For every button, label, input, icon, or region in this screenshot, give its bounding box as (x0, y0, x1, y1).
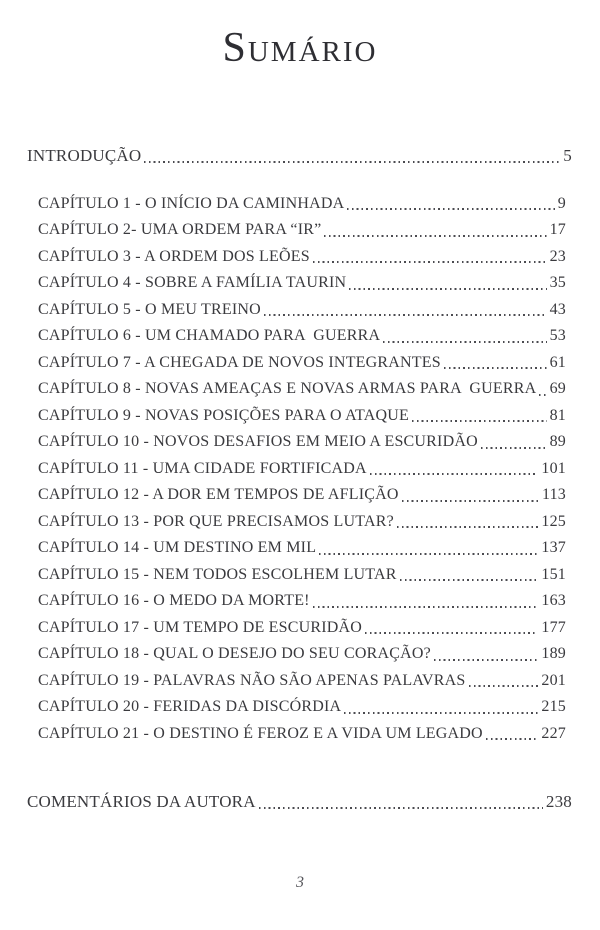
toc-entry-chapter-6 (38, 323, 566, 350)
dot-leader (324, 235, 546, 237)
toc-entry-chapter-13 (38, 509, 566, 536)
toc-entry-label: CAPÍTULO 14 - UM DESTINO EM MIL (38, 539, 317, 556)
toc-entry-page-number: 53 (549, 327, 566, 344)
toc-entry-chapter-1 (38, 191, 566, 218)
toc-entry-chapter-17 (38, 615, 566, 642)
toc-entry-page-number: 215 (541, 698, 566, 715)
toc-entry-page-number: 17 (549, 221, 566, 238)
toc-entry-comentarios-da-autora (27, 789, 572, 816)
toc-entry-chapter-21 (38, 721, 566, 748)
toc-entry-page-number: 23 (549, 247, 566, 265)
toc-entry-label: CAPÍTULO 2- UMA ORDEM PARA “IR” (38, 221, 322, 238)
dot-leader (349, 288, 546, 290)
toc-entry-page-number: 163 (541, 592, 566, 609)
toc-entry-label: CAPÍTULO 5 - O MEU TREINO (38, 300, 261, 318)
toc-entry-label: CAPÍTULO 17 - UM TEMPO DE ESCURIDÃO (38, 618, 363, 636)
toc-entry-label: CAPÍTULO 4 - SOBRE A FAMÍLIA TAURIN (38, 274, 347, 291)
toc-entry-label: CAPÍTULO 9 - NOVAS POSIÇÕES PARA O ATAQUE (38, 406, 409, 424)
toc-entry-page-number: 61 (549, 353, 566, 371)
dot-leader (259, 807, 543, 809)
dot-leader (486, 738, 539, 740)
toc-entry-page-number: 227 (541, 724, 566, 742)
toc-entry-label: CAPÍTULO 8 - NOVAS AMEAÇAS E NOVAS ARMAS PARA GUERRA (38, 380, 537, 397)
toc-entry-chapter-18 (38, 641, 566, 668)
toc-entry-label: CAPÍTULO 6 - UM CHAMADO PARA GUERRA (38, 327, 381, 344)
dot-leader (434, 659, 539, 661)
toc-entry-label: CAPÍTULO 18 - QUAL O DESEJO DO SEU CORAÇÃO? (38, 645, 431, 662)
folio-page-number: 3 (296, 874, 304, 891)
dot-leader (444, 367, 547, 369)
toc-entry-label: CAPÍTULO 7 - A CHEGADA DE NOVOS INTEGRANTES (38, 353, 441, 371)
toc-entry-label: CAPÍTULO 10 - NOVOS DESAFIOS EM MEIO A ESCURIDÃO (38, 433, 478, 450)
toc-entry-chapter-20 (38, 694, 566, 721)
dot-leader (412, 420, 547, 422)
toc-entry-page-number: 113 (541, 486, 566, 503)
toc-entry-page-number: 5 (563, 146, 572, 165)
toc-entry-label: CAPÍTULO 13 - POR QUE PRECISAMOS LUTAR? (38, 512, 394, 530)
toc-entry-label: CAPÍTULO 12 - A DOR EM TEMPOS DE AFLIÇÃO (38, 486, 399, 503)
toc-entry-label: CAPÍTULO 11 - UMA CIDADE FORTIFICADA (38, 459, 367, 477)
toc-entry-chapter-15 (38, 562, 566, 589)
toc-entry-chapter-2 (38, 217, 566, 244)
dot-leader (313, 261, 547, 263)
dot-leader (313, 606, 539, 608)
toc-entry-page-number: 151 (541, 565, 566, 583)
toc-entry-chapter-5 (38, 297, 566, 324)
dot-leader (347, 208, 554, 210)
chapter-list (27, 191, 572, 748)
page-title: Sumário (222, 25, 378, 71)
dot-leader (539, 394, 546, 396)
toc-entry-label: CAPÍTULO 3 - A ORDEM DOS LEÕES (38, 247, 310, 265)
dot-leader (144, 161, 560, 163)
dot-leader (383, 341, 546, 343)
toc-entry-chapter-11 (38, 456, 566, 483)
toc-entry-page-number: 101 (541, 459, 566, 477)
toc-entry-introducao (27, 143, 572, 170)
toc-entry-chapter-10 (38, 429, 566, 456)
toc-entry-page-number: 238 (545, 792, 572, 811)
toc-entry-chapter-3 (38, 244, 566, 271)
dot-leader (400, 579, 539, 581)
dot-leader (319, 553, 538, 555)
toc-entry-chapter-4 (38, 270, 566, 297)
toc-entry-page-number: 43 (549, 300, 566, 318)
toc-entry-chapter-19 (38, 668, 566, 695)
toc-entry-label: CAPÍTULO 16 - O MEDO DA MORTE! (38, 592, 310, 609)
toc-entry-page-number: 177 (541, 618, 566, 636)
dot-leader (370, 473, 539, 475)
dot-leader (365, 632, 538, 634)
dot-leader (481, 447, 547, 449)
toc-entry-label: CAPÍTULO 15 - NEM TODOS ESCOLHEM LUTAR (38, 565, 397, 583)
toc-entry-page-number: 35 (549, 274, 566, 291)
toc-entry-page-number: 89 (549, 433, 566, 450)
toc-entry-chapter-8 (38, 376, 566, 403)
toc-entry-label: CAPÍTULO 19 - PALAVRAS NÃO SÃO APENAS PALAVRAS (38, 671, 466, 689)
toc-entry-page-number: 125 (541, 512, 566, 530)
toc-entry-label: CAPÍTULO 21 - O DESTINO É FEROZ E A VIDA UM LEGADO (38, 724, 483, 742)
toc-entry-label: CAPÍTULO 1 - O INÍCIO DA CAMINHADA (38, 194, 345, 212)
toc-entry-page-number: 9 (557, 194, 566, 212)
toc-entry-chapter-7 (38, 350, 566, 377)
table-of-contents (27, 143, 572, 816)
dot-leader (264, 314, 547, 316)
toc-entry-page-number: 69 (549, 380, 566, 397)
dot-leader (397, 526, 539, 528)
toc-entry-chapter-14 (38, 535, 566, 562)
toc-entry-chapter-9 (38, 403, 566, 430)
toc-entry-page-number: 189 (541, 645, 566, 662)
toc-entry-page-number: 137 (541, 539, 566, 556)
toc-entry-label: INTRODUÇÃO (27, 146, 142, 165)
toc-entry-page-number: 81 (549, 406, 566, 424)
dot-leader (469, 685, 539, 687)
toc-entry-chapter-16 (38, 588, 566, 615)
dot-leader (402, 500, 539, 502)
toc-entry-label: COMENTÁRIOS DA AUTORA (27, 792, 256, 811)
toc-entry-chapter-12 (38, 482, 566, 509)
dot-leader (344, 712, 538, 714)
toc-entry-label: CAPÍTULO 20 - FERIDAS DA DISCÓRDIA (38, 698, 342, 715)
toc-entry-page-number: 201 (541, 671, 566, 689)
